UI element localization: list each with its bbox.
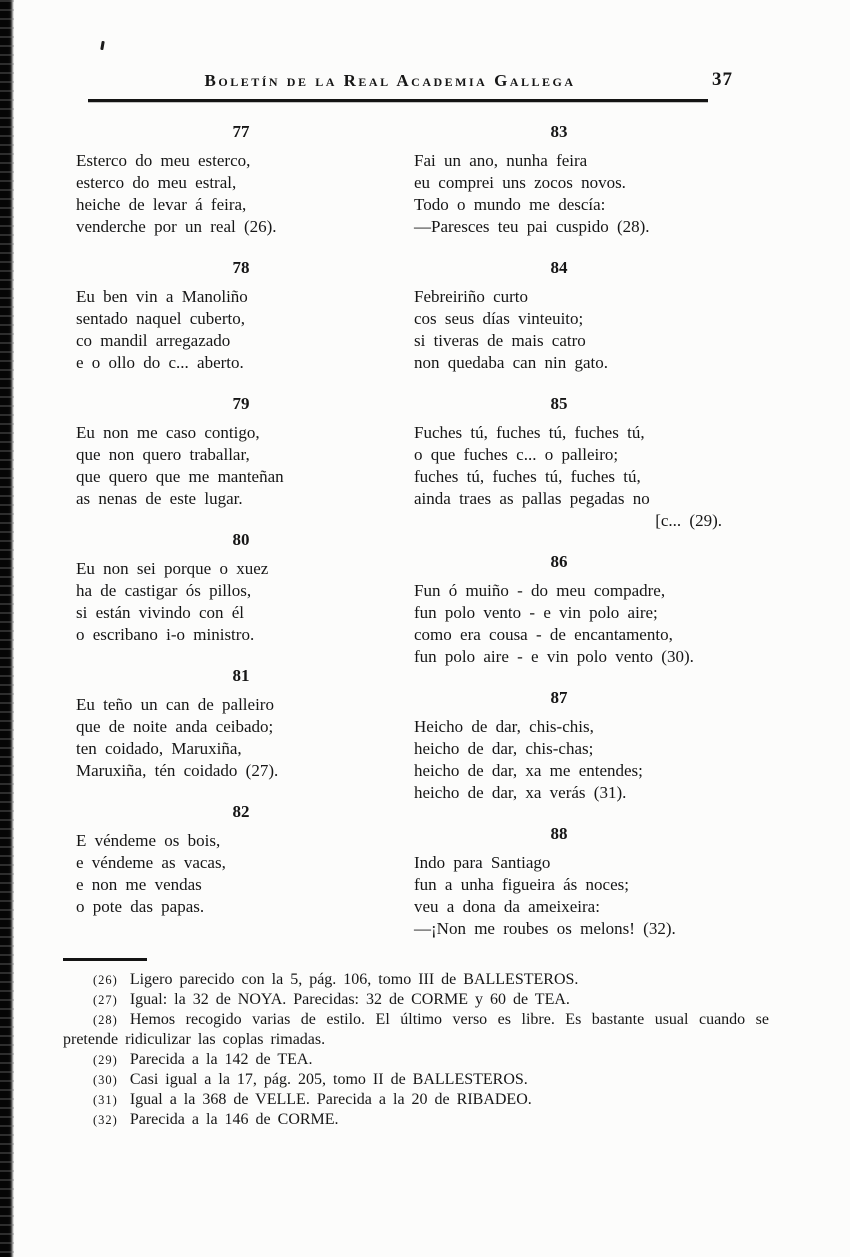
verse-line: e non me vendas: [76, 875, 202, 894]
footnote: [63, 1090, 769, 1110]
verse-line: ha de castigar ós pillos,: [76, 581, 252, 600]
verse-line: ainda traes as pallas pegadas no: [414, 489, 650, 508]
verse-number: 87: [550, 688, 568, 707]
footnote-text: Hemos recogido varias de estilo. El último verso es libre. Es bastante usual cuando se pretende ridiculizar las coplas rimadas.: [63, 1011, 769, 1048]
footnote-separator-rule: [63, 958, 147, 961]
footnotes-block: [63, 970, 769, 1130]
book-binding-shadow: [0, 0, 14, 1257]
verse-number: 84: [550, 258, 568, 277]
verse-block: [414, 823, 800, 940]
verse-line: Fun ó muiño - do meu compadre,: [414, 581, 666, 600]
verse-block: [76, 121, 412, 238]
verse-line: si están vivindo con él: [76, 603, 245, 622]
verse-line: sentado naquel cuberto,: [76, 309, 245, 328]
footnote: [63, 1070, 769, 1090]
verse-line: Eu ben vin a Manoliño: [76, 287, 248, 306]
verse-number: 80: [232, 530, 250, 549]
verse-line: non quedaba can nin gato.: [414, 353, 608, 372]
verse-line: que non quero traballar,: [76, 445, 250, 464]
verse-line: e o ollo do c... aberto.: [76, 353, 244, 372]
footnote-text: Parecida a la 146 de CORME.: [129, 1111, 339, 1128]
verse-block: [414, 551, 800, 668]
verse-line: heicho de dar, xa me entendes;: [414, 761, 643, 780]
verse-line: venderche por un real (26).: [76, 217, 277, 236]
verse-block: [76, 529, 412, 646]
verse-line: —Paresces teu pai cuspido (28).: [414, 217, 650, 236]
verse-line: Heicho de dar, chis-chis,: [414, 717, 594, 736]
verse-line: fun polo aire - e vin polo vento (30).: [414, 647, 694, 666]
verse-line: Indo para Santiago: [414, 853, 551, 872]
verse-line: o que fuches c... o palleiro;: [414, 445, 619, 464]
verse-line: esterco do meu estral,: [76, 173, 237, 192]
verse-line: Todo o mundo me descía:: [414, 195, 606, 214]
verse-line: Eu non sei porque o xuez: [76, 559, 269, 578]
verse-line: Maruxiña, tén coidado (27).: [76, 761, 279, 780]
footnote-text: Parecida a la 142 de TEA.: [129, 1051, 313, 1068]
verse-column-left: [76, 121, 412, 937]
verse-line: e véndeme as vacas,: [76, 853, 226, 872]
verse-line: que quero que me manteñan: [76, 467, 284, 486]
footnote-marker: (32): [93, 1113, 118, 1127]
footnote-marker: (29): [93, 1053, 118, 1067]
footnote: [63, 1050, 769, 1070]
verse-block: [76, 257, 412, 374]
verse-number: 88: [550, 824, 568, 843]
verse-block: [76, 665, 412, 782]
verse-number: 77: [232, 122, 250, 141]
verse-block: [76, 393, 412, 510]
verse-block: [414, 257, 800, 374]
footnote: [63, 970, 769, 990]
footnote: [63, 1110, 769, 1130]
footnote-marker: (28): [93, 1013, 118, 1027]
verse-line: si tiveras de mais catro: [414, 331, 586, 350]
verse-line: heicho de dar, chis-chas;: [414, 739, 594, 758]
footnote: [63, 990, 769, 1010]
verse-line: heiche de levar á feira,: [76, 195, 247, 214]
verse-column-right: [414, 121, 800, 959]
verse-block: [414, 393, 800, 532]
header-rule: [88, 99, 708, 102]
footnote-text: Ligero parecido con la 5, pág. 106, tomo III de BALLESTEROS.: [129, 971, 579, 988]
verse-line: eu comprei uns zocos novos.: [414, 173, 626, 192]
verse-line: veu a dona da ameixeira:: [414, 897, 600, 916]
verse-line: —¡Non me roubes os melons! (32).: [414, 919, 676, 938]
verse-number: 78: [232, 258, 250, 277]
verse-number: 81: [232, 666, 250, 685]
footnote: [63, 1010, 769, 1050]
verse-line: fuches tú, fuches tú, fuches tú,: [414, 467, 641, 486]
verse-number: 83: [550, 122, 568, 141]
verse-line: Fai un ano, nunha feira: [414, 151, 588, 170]
verse-number: 79: [232, 394, 250, 413]
verse-number: 86: [550, 552, 568, 571]
verse-line: [c... (29).: [655, 511, 722, 530]
verse-line: Febreiriño curto: [414, 287, 528, 306]
page-number: 37: [712, 69, 733, 90]
footnote-text: Casi igual a la 17, pág. 205, tomo II de BALLESTEROS.: [129, 1071, 528, 1088]
verse-line: o pote das papas.: [76, 897, 205, 916]
scan-speck: [100, 41, 105, 50]
footnote-text: Igual: la 32 de NOYA. Parecidas: 32 de CORME y 60 de TEA.: [129, 991, 570, 1008]
verse-line: Eu teño un can de palleiro: [76, 695, 274, 714]
verse-block: [414, 121, 800, 238]
verse-line: ten coidado, Maruxiña,: [76, 739, 242, 758]
verse-line: Fuches tú, fuches tú, fuches tú,: [414, 423, 645, 442]
verse-line: fun polo vento - e vin polo aire;: [414, 603, 658, 622]
verse-block: [76, 801, 412, 918]
verse-line: E véndeme os bois,: [76, 831, 221, 850]
verse-line: cos seus días vinteuito;: [414, 309, 584, 328]
verse-line: que de noite anda ceibado;: [76, 717, 274, 736]
verse-line: Eu non me caso contigo,: [76, 423, 260, 442]
verse-number: 85: [550, 394, 568, 413]
verse-line: como era cousa - de encantamento,: [414, 625, 673, 644]
verse-number: 82: [232, 802, 250, 821]
footnote-marker: (31): [93, 1093, 118, 1107]
footnote-marker: (26): [93, 973, 118, 987]
verse-line: Esterco do meu esterco,: [76, 151, 251, 170]
verse-line: o escribano i-o ministro.: [76, 625, 255, 644]
verse-block: [414, 687, 800, 804]
verse-line: as nenas de este lugar.: [76, 489, 243, 508]
footnote-marker: (30): [93, 1073, 118, 1087]
verse-line: co mandil arregazado: [76, 331, 231, 350]
footnote-text: Igual a la 368 de VELLE. Parecida a la 20 de RIBADEO.: [129, 1091, 532, 1108]
verse-line: fun a unha figueira ás noces;: [414, 875, 629, 894]
footnote-marker: (27): [93, 993, 118, 1007]
running-title: Boletín de la Real Academia Gallega: [204, 71, 576, 90]
verse-line: heicho de dar, xa verás (31).: [414, 783, 627, 802]
